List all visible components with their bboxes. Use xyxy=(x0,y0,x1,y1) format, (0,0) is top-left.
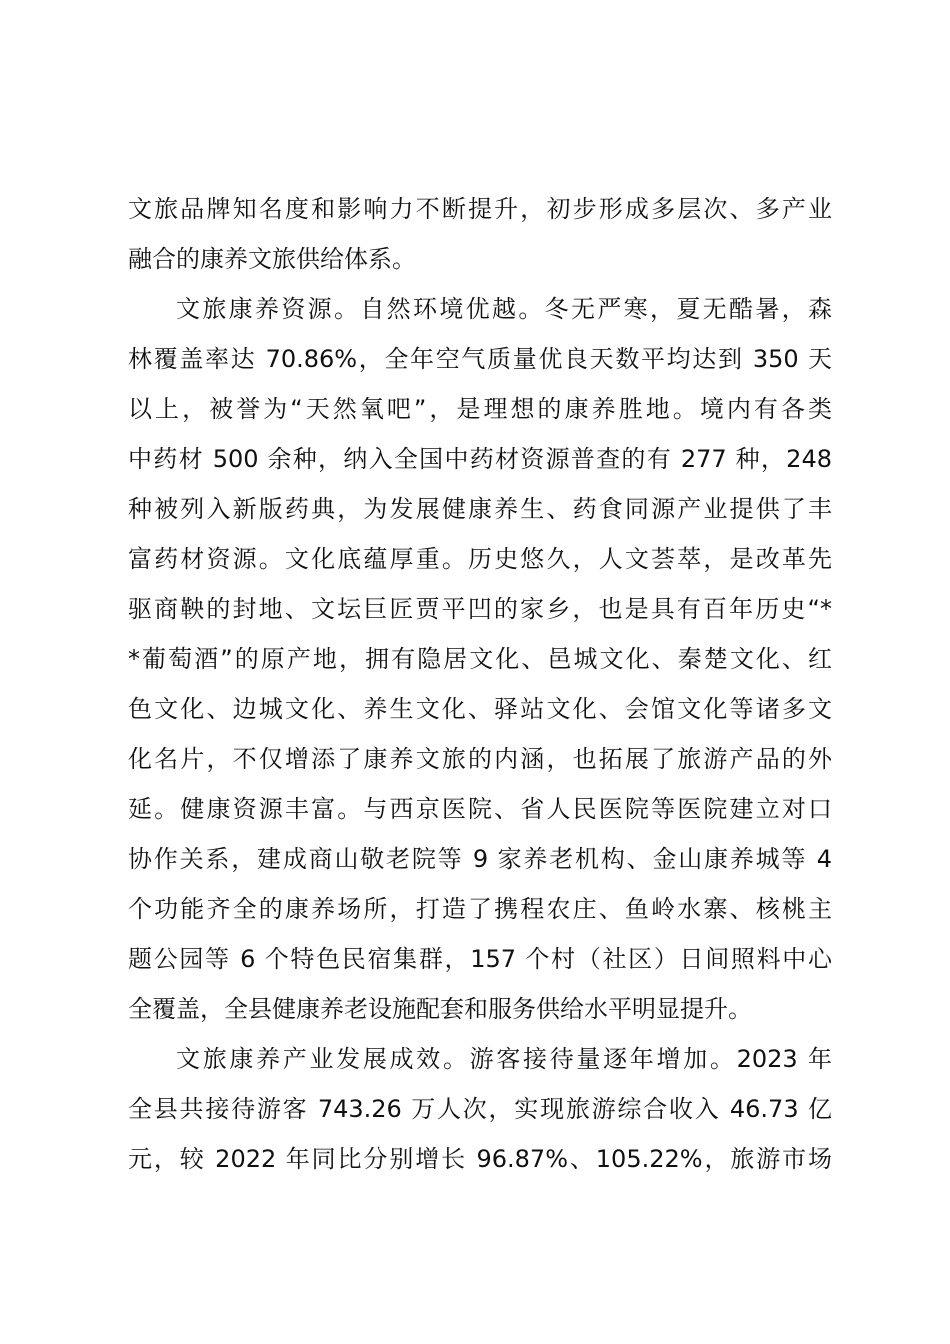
text-line: 林覆盖率达 70.86%，全年空气质量优良天数平均达到 350 天 xyxy=(128,345,832,373)
text-line: 延。健康资源丰富。与西京医院、省人民医院等医院建立对口 xyxy=(128,795,832,823)
text-line: 以上，被誉为“天然氧吧”，是理想的康养胜地。境内有各类 xyxy=(128,395,832,423)
text-line: 中药材 500 余种，纳入全国中药材资源普查的有 277 种，248 xyxy=(128,445,832,473)
text-line: 个功能齐全的康养场所，打造了携程农庄、鱼岭水寨、核桃主 xyxy=(128,895,832,923)
text-line: 全县共接待游客 743.26 万人次，实现旅游综合收入 46.73 亿 xyxy=(128,1095,832,1123)
text-line: 融合的康养文旅供给体系。 xyxy=(128,245,416,273)
paragraph-2 xyxy=(128,284,832,1034)
text-line: 富药材资源。文化底蕴厚重。历史悠久，人文荟萃，是改革先 xyxy=(128,545,832,573)
text-line: 色文化、边城文化、养生文化、驿站文化、会馆文化等诸多文 xyxy=(128,695,832,723)
document-body xyxy=(128,184,832,1184)
text-line: *葡萄酒”的原产地，拥有隐居文化、邑城文化、秦楚文化、红 xyxy=(128,645,832,673)
text-line: 协作关系，建成商山敬老院等 9 家养老机构、金山康养城等 4 xyxy=(128,845,832,873)
text-line: 元，较 2022 年同比分别增长 96.87%、105.22%，旅游市场 xyxy=(128,1145,832,1173)
text-line: 文旅康养资源。自然环境优越。冬无严寒，夏无酷暑，森 xyxy=(176,295,832,323)
text-line: 文旅康养产业发展成效。游客接待量逐年增加。2023 年 xyxy=(176,1045,832,1073)
text-line: 全覆盖，全县健康养老设施配套和服务供给水平明显提升。 xyxy=(128,995,752,1023)
paragraph-3 xyxy=(128,1034,832,1184)
paragraph-1 xyxy=(128,184,832,284)
text-line: 文旅品牌知名度和影响力不断提升，初步形成多层次、多产业 xyxy=(128,195,832,223)
text-line: 题公园等 6 个特色民宿集群，157 个村（社区）日间照料中心 xyxy=(128,945,832,973)
text-line: 化名片，不仅增添了康养文旅的内涵，也拓展了旅游产品的外 xyxy=(128,745,832,773)
text-line: 驱商鞅的封地、文坛巨匠贾平凹的家乡，也是具有百年历史“* xyxy=(128,595,832,623)
text-line: 种被列入新版药典，为发展健康养生、药食同源产业提供了丰 xyxy=(128,495,832,523)
